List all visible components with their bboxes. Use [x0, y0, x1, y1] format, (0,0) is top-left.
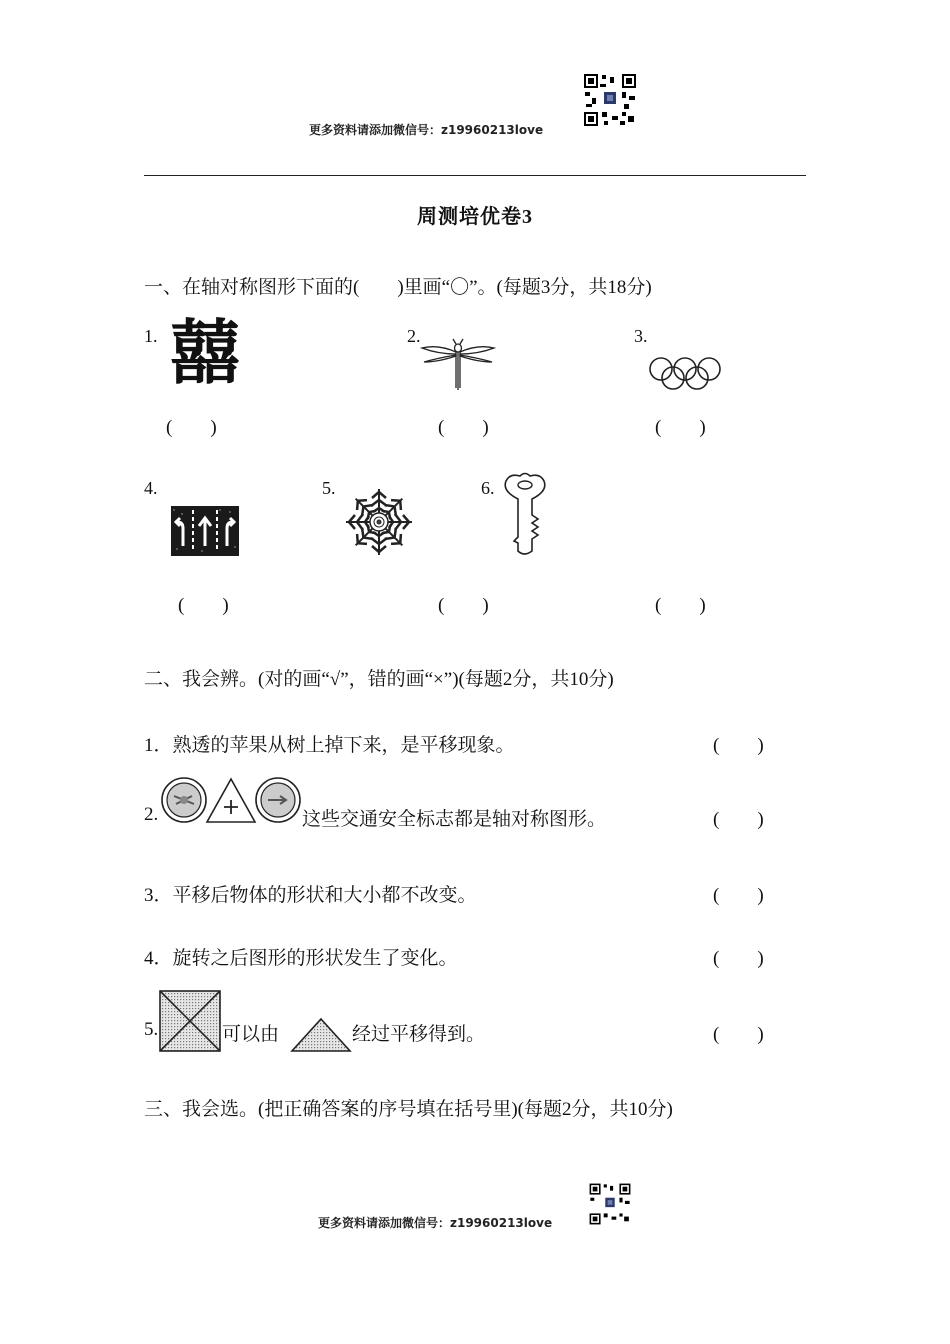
judge-item-4-text: 4．旋转之后图形的形状发生了变化。 [144, 948, 458, 969]
judge-item-2-number: 2. [144, 804, 159, 825]
judge-item-4-paren[interactable]: ( ) [713, 948, 764, 969]
item-5-number: 5. [322, 478, 336, 498]
judge-item-1-text: 1．熟透的苹果从树上掉下来，是平移现象。 [144, 735, 515, 756]
judge-item-2-text: 这些交通安全标志都是轴对称图形。 [302, 809, 607, 830]
double-happiness-icon: 囍 [170, 311, 240, 394]
item-5-answer-paren[interactable]: ( ) [438, 595, 489, 616]
section-2-heading: 二、我会辨。(对的画“√”，错的画“×”)(每题2分，共10分) [144, 669, 614, 690]
item-4-answer-paren[interactable]: ( ) [178, 595, 229, 616]
snowflake-icon [343, 486, 415, 558]
item-1-number: 1. [144, 326, 158, 346]
shaded-triangle-icon [290, 1017, 352, 1053]
judge-item-3-text: 3．平移后物体的形状和大小都不改变。 [144, 885, 477, 906]
traffic-lane-sign-icon [171, 506, 239, 556]
judge-item-5-paren[interactable]: ( ) [713, 1024, 764, 1045]
item-6-number: 6. [481, 478, 495, 498]
item-1-answer-paren[interactable]: ( ) [166, 417, 217, 438]
section-1-heading: 一、在轴对称图形下面的( )里画“〇”。(每题3分，共18分) [144, 277, 652, 298]
item-3-number: 3. [634, 326, 648, 346]
footer-contact: 更多资料请添加微信号：z19960213love [318, 1216, 553, 1230]
qr-code-icon [582, 72, 638, 128]
traffic-signs-group [160, 776, 302, 826]
section-3-heading: 三、我会选。(把正确答案的序号填在括号里)(每题2分，共10分) [144, 1099, 673, 1120]
item-3-answer-paren[interactable]: ( ) [655, 417, 706, 438]
judge-item-5-text-a: 可以由 [222, 1024, 280, 1045]
header-divider [144, 175, 806, 176]
footer-qr-code-icon [588, 1182, 632, 1226]
item-2-number: 2. [407, 326, 421, 346]
header-contact: 更多资料请添加微信号：z19960213love [309, 123, 544, 137]
triangle-warning-sign-icon [207, 779, 255, 822]
judge-item-2-paren[interactable]: ( ) [713, 809, 764, 830]
round-sign-icon [256, 778, 300, 822]
judge-item-1-paren[interactable]: ( ) [713, 735, 764, 756]
olympic-rings-icon [647, 355, 723, 391]
judge-item-3-paren[interactable]: ( ) [713, 885, 764, 906]
page-title: 周测培优卷3 [417, 206, 533, 228]
item-6-answer-paren[interactable]: ( ) [655, 595, 706, 616]
key-icon [498, 471, 556, 559]
crossed-square-icon [159, 990, 221, 1052]
dragonfly-icon [420, 338, 496, 394]
no-entry-sign-icon [162, 778, 206, 822]
item-4-number: 4. [144, 478, 158, 498]
item-2-answer-paren[interactable]: ( ) [438, 417, 489, 438]
judge-item-5-number: 5. [144, 1019, 159, 1040]
judge-item-5-text-b: 经过平移得到。 [352, 1024, 486, 1045]
